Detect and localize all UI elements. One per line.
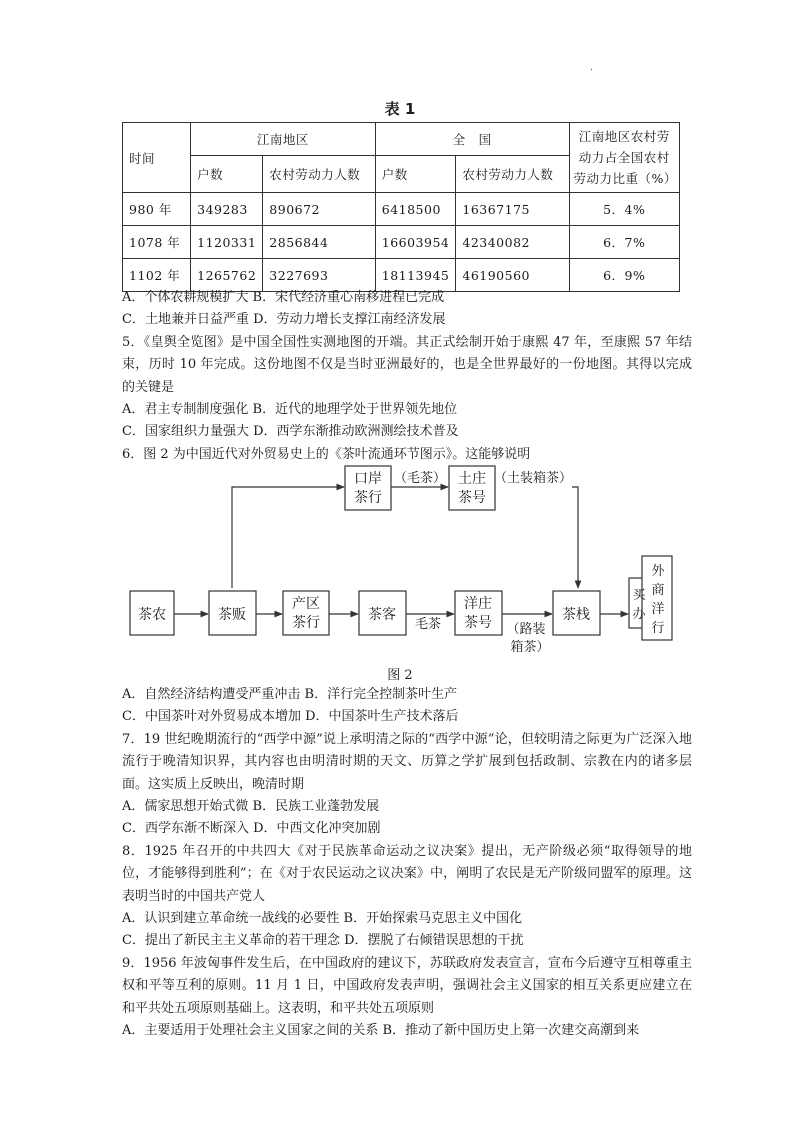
tea-flow-diagram — [120, 462, 680, 662]
q9-option-line: A．主要适用于处理社会主义国家之间的关系 B．推动了新中国历史上第一次建交高潮到来 — [122, 1023, 640, 1039]
q8-option-line: A．认识到建立革命统一战线的必要性 B．开始探索马克思主义中国化 — [122, 911, 523, 927]
table-caption: 表 1 — [384, 100, 416, 118]
q7-option-line: A．儒家思想开始式微 B．民族工业蓬勃发展 — [122, 799, 380, 815]
q4-option-line: C．土地兼并日益严重 D．劳动力增长支撑江南经济发展 — [122, 312, 446, 328]
q7-stem: 7．19 世纪晚期流行的“西学中源”说上承明清之际的“西学中源”论，但较明清之际更为广泛深入地流行于晚清知识界，其内容也由明清时期的天文、历算之学扩展到包括政制、宗教在内的诸多层面。这实质上反映出，晚清时期 — [122, 731, 692, 792]
node-origin-line1: 产区 — [292, 596, 320, 612]
data-table — [122, 122, 680, 292]
header-jn-labor: 农村劳动力人数 — [263, 156, 375, 193]
header-time: 时间 — [123, 123, 191, 193]
cell-jn-households: 1120331 — [191, 226, 263, 259]
cell-jn-labor: 3227693 — [263, 259, 375, 292]
header-nat-households: 户数 — [375, 156, 456, 193]
q5-stem: 5．《皇舆全览图》是中国全国性实测地图的开端。其正式绘制开始于康熙 47 年，至康熙 57 年结束，历时 10 年完成。这份地图不仅是当时亚洲最好的，也是全世界最好的一份地图。其得以完成的关键是 — [122, 334, 692, 395]
cell-ratio: 6．9% — [569, 259, 679, 292]
q9-stem: 9．1956 年波匈事件发生后，在中国政府的建议下，苏联政府发表宣言，宣布今后遵守互相尊重主权和平等互利的原则。11 月 1 日，中国政府发表声明，强调社会主义国家的相互关系更应建立在和平共处五项原则基础上。这表明，和平共处五项原则 — [122, 955, 692, 1016]
node-tea-warehouse: 茶栈 — [562, 607, 590, 623]
label-road-boxed-2: 箱茶） — [510, 640, 550, 655]
cell-jn-labor: 2856844 — [263, 226, 375, 259]
node-local-line1: 土庄 — [458, 471, 486, 487]
table-row — [123, 193, 680, 226]
header-national: 全 国 — [375, 123, 569, 156]
node-origin-line2: 茶行 — [292, 615, 320, 631]
cell-year: 1078 年 — [123, 226, 191, 259]
node-port-line2: 茶行 — [354, 490, 382, 506]
cell-jn-households: 1265762 — [191, 259, 263, 292]
cell-nat-households: 16603954 — [375, 226, 456, 259]
header-nat-labor: 农村劳动力人数 — [456, 156, 569, 193]
page-mark: . — [590, 62, 594, 73]
cell-ratio: 5．4% — [569, 193, 679, 226]
node-foreign-1: 外 — [651, 564, 665, 579]
header-jiangnan: 江南地区 — [191, 123, 376, 156]
question-block-4-5 — [122, 287, 692, 466]
cell-nat-labor: 42340082 — [456, 226, 569, 259]
node-tea-vendor: 茶贩 — [218, 607, 246, 623]
cell-jn-households: 349283 — [191, 193, 263, 226]
header-ratio: 江南地区农村劳动力占全国农村劳动力比重（%） — [569, 123, 679, 193]
node-foreign-4: 行 — [651, 621, 665, 636]
cell-year: 1102 年 — [123, 259, 191, 292]
table-row — [123, 226, 680, 259]
cell-nat-labor: 46190560 — [456, 259, 569, 292]
q6-stem: 6．图 2 为中国近代对外贸易史上的《茶叶流通环节图示》。这能够说明 — [122, 446, 531, 462]
node-tea-merchant: 茶客 — [368, 607, 396, 623]
q7-option-line: C．西学东渐不断深入 D．中西文化冲突加剧 — [122, 821, 381, 837]
node-comprador-1: 买 — [632, 588, 646, 603]
q5-option-line: A．君主专制制度强化 B．近代的地理学处于世界领先地位 — [122, 402, 458, 418]
cell-jn-labor: 890672 — [263, 193, 375, 226]
cell-nat-labor: 16367175 — [456, 193, 569, 226]
node-western-line1: 洋庄 — [464, 596, 492, 612]
cell-ratio: 6．7% — [569, 226, 679, 259]
q8-stem: 8．1925 年召开的中共四大《对于民族革命运动之议决案》提出，无产阶级必须“取得领导的地位，才能够得到胜利”；在《对于农民运动之议决案》中，阐明了农民是无产阶级同盟军的原理。这表明当时的中国共产党人 — [122, 843, 692, 904]
label-raw-tea: 毛茶 — [414, 617, 442, 632]
q8-option-line: C．提出了新民主主义革命的若干理念 D．摆脱了右倾错误思想的干扰 — [122, 933, 524, 949]
cell-nat-households: 18113945 — [375, 259, 456, 292]
node-foreign-2: 商 — [651, 583, 665, 598]
node-western-line2: 茶号 — [464, 615, 492, 631]
node-port-line1: 口岸 — [354, 471, 382, 487]
cell-nat-households: 6418500 — [375, 193, 456, 226]
node-local-line2: 茶号 — [458, 490, 486, 506]
q5-option-line: C．国家组织力量强大 D．西学东渐推动欧洲测绘技术普及 — [122, 424, 459, 440]
q6-option-line: A．自然经济结构遭受严重冲击 B．洋行完全控制茶叶生产 — [122, 687, 458, 702]
label-local-boxed: （土装箱茶） — [493, 471, 573, 486]
cell-year: 980 年 — [123, 193, 191, 226]
figure-caption: 图 2 — [387, 668, 413, 683]
label-road-boxed-1: （路装 — [506, 622, 546, 637]
label-raw-tea-paren: （毛茶） — [393, 471, 447, 486]
question-block-6-9 — [122, 684, 692, 1043]
node-foreign-3: 洋 — [651, 602, 665, 617]
node-tea-farmer: 茶农 — [138, 607, 166, 623]
node-comprador-2: 办 — [632, 607, 646, 622]
q6-option-line: C．中国茶叶对外贸易成本增加 D．中国茶叶生产技术落后 — [122, 709, 459, 725]
table-header-row — [123, 123, 680, 156]
q4-option-line: A．个体农耕规模扩大 B．宋代经济重心南移进程已完成 — [122, 290, 445, 305]
header-jn-households: 户数 — [191, 156, 263, 193]
